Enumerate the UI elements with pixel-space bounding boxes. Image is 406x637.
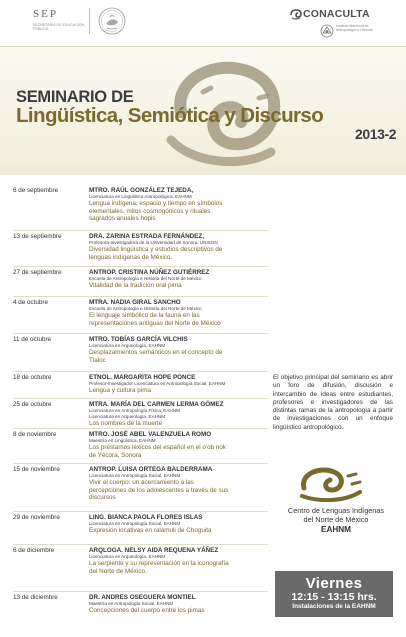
row-separator (13, 296, 268, 297)
session-date: 13 de diciembre (13, 594, 58, 601)
session-date: 13 de septiembre (13, 233, 62, 240)
session-institution: Profesora-Investigadora de la Universidad de Sonora. UNISON (89, 240, 218, 246)
session-date: 8 de noviembre (13, 431, 57, 438)
session-talk-title (89, 282, 271, 289)
mexico-seal-icon (98, 7, 126, 35)
session-speaker: ARQLOGA. NELSY AIDA REQUENA YÁÑEZ (89, 547, 219, 554)
row-separator (13, 230, 268, 231)
session-talk-line: Diversidad lingüística y estudios descriptivos de (89, 246, 223, 254)
session-date: 18 de octubre (13, 374, 52, 381)
conaculta-swirl-icon (290, 9, 302, 20)
session-institution: Licenciatura en Lingüística Antropológica, EAHNM (89, 194, 192, 200)
session-talk-title (89, 349, 271, 364)
session-talk-title (89, 200, 271, 222)
header-divider (89, 8, 90, 34)
session-talk-line: del Norte de México. (89, 567, 147, 575)
center-abbreviation: EAHNM (320, 525, 352, 534)
session-speaker: MTRO. JOSÉ ABEL VALENZUELA ROMO (89, 431, 212, 438)
session-talk-line: Lengua y cultura pima (89, 387, 151, 395)
session-institution: Maestría en Antropología Social, EAHNM (89, 601, 174, 607)
objective-text: El objetivo principal del seminario es abrir un foro de difusión, discusión e intercambio de ideas entre estudiantes, profesores e investigadores de las distintas ramas de la antropología a partir de investigaciones con un enfoque lingüístico antropológico. (273, 374, 393, 431)
inah-emblem-icon (320, 24, 334, 38)
session-speaker: MTRO. RAÚL GONZÁLEZ TEJEDA, (89, 187, 194, 194)
session-talk-line: Desplazamientos semánticos en el concepto de (89, 349, 223, 357)
session-institution: Licenciatura en Antropología Física, EAHNM (89, 408, 180, 414)
session-talk-line: El lenguaje simbólico de la fauna en las (89, 312, 200, 320)
session-talk-line: Los nombres de la muerte (89, 419, 163, 427)
inah-text: Instituto Nacional de Antropología e Historia (336, 24, 373, 33)
center-name-line2: del Norte de México (303, 515, 369, 524)
session-speaker: LING. BIANCA PAOLA FLORES ISLAS (89, 514, 203, 521)
session-date: 27 de septiembre (13, 269, 62, 276)
session-talk-line: percepciones de los adolescentes a través de sus (89, 486, 229, 494)
session-speaker: ANTROP. LUISA ORTEGA BALDERRAMA (89, 466, 213, 473)
session-institution: Licenciatura en Arqueología, EAHNM (89, 413, 166, 419)
sep-logo-block (33, 8, 97, 32)
session-talk-line: Expresión locativas en ralámuli de Choguita (89, 527, 212, 535)
session-talk-line: representaciones antiguas del Norte de México (89, 319, 221, 327)
session-speaker: DR. ANDRES OSEGUERA MONTIEL (89, 594, 196, 601)
session-speaker: MTRA. MARÍA DEL CARMEN LERMA GÓMEZ (89, 401, 224, 408)
row-separator (13, 463, 268, 464)
title-line2: Lingüística, Semiótica y Discurso (16, 104, 324, 127)
session-talk-line: Los préstamos léxicos del español en el o'ob nok (89, 444, 227, 452)
session-talk-title (89, 444, 271, 459)
row-separator (13, 266, 268, 267)
center-glyph-icon (296, 466, 366, 502)
title-line1: SEMINARIO DE (16, 88, 134, 106)
session-date: 29 de noviembre (13, 514, 60, 521)
session-talk-title (89, 560, 271, 575)
row-separator (13, 398, 268, 399)
session-talk-line: lenguas indígenas de México. (89, 253, 173, 261)
session-institution: Escuela de Antropología e Historia del Norte de México (89, 276, 202, 282)
session-talk-line: Lengua indígena, espacio y tiempo en símbolos (89, 200, 223, 208)
session-date: 11 de octubre (13, 336, 52, 343)
row-separator (13, 371, 268, 372)
session-date: 4 de octubre (13, 299, 49, 306)
inah-logo (320, 24, 378, 38)
session-talk-line: elementales, mitos cosmogónicos y rituales (89, 207, 211, 215)
session-talk-line: discursos (89, 494, 116, 501)
session-talk-title (89, 479, 271, 501)
session-talk-line: Concepciones del cuerpo entre los pimas (89, 607, 205, 615)
row-separator (13, 428, 268, 429)
session-talk-title (89, 420, 271, 427)
schedule-place: Instalaciones de la EAHNM (292, 603, 376, 610)
session-institution: Licenciatura en Arqueología, EAHNM (89, 343, 166, 349)
conaculta-name: CONACULTA (303, 8, 370, 20)
sep-logo: SEP (33, 8, 58, 20)
session-speaker: DRA. ZARINA ESTRADA FERNÁNDEZ, (89, 233, 204, 240)
session-talk-title (89, 607, 271, 614)
session-talk-line: sagrados anuales hopis (89, 215, 156, 222)
session-talk-line: Vivir el cuerpo: un acercamiento a las (89, 479, 194, 487)
title-year: 2013-2 (355, 126, 397, 142)
session-speaker: MTRO. TOBÍAS GARCÍA VILCHIS (89, 336, 188, 343)
session-date: 6 de diciembre (13, 547, 55, 554)
sep-subtitle: SECRETARÍA DE EDUCACIÓN PÚBLICA (33, 23, 85, 32)
session-talk-title (89, 246, 271, 261)
row-separator (13, 333, 268, 334)
session-institution: Profesor-Investigador Licenciatura en Antropología Social, EAHNM (89, 381, 226, 387)
session-talk-line: de Yécora, Sonora (89, 451, 142, 459)
row-separator (13, 544, 268, 545)
session-talk-line: Tlaloc (89, 356, 106, 364)
session-institution: Escuela de Antropología e Historia del Norte de México (89, 306, 202, 312)
schedule-box (275, 571, 393, 617)
session-talk-title (89, 387, 271, 394)
session-speaker: ANTROP. CRISTINA NÚÑEZ GUTIÉRREZ (89, 269, 210, 276)
row-separator (13, 511, 268, 512)
session-institution: Licenciatura en Arqueología, EAHNM (89, 554, 166, 560)
session-institution: Maestría en Lingüística, EAHNM (89, 438, 156, 444)
session-date: 25 de octubre (13, 401, 52, 408)
conaculta-logo (290, 8, 380, 22)
session-talk-line: La serpiente y su representación en la iconografía (89, 560, 229, 568)
session-institution: Licenciatura en Antropología Social, EAHNM (89, 473, 181, 479)
session-institution: Licenciatura en Antropología Social, EAHNM (89, 521, 181, 527)
schedule-hours: 12:15 - 13:15 hrs. (291, 591, 377, 603)
schedule-day: Viernes (305, 575, 363, 592)
session-talk-title (89, 527, 271, 534)
row-separator (13, 591, 268, 592)
header (0, 0, 406, 46)
session-speaker: MTRA. NADIA GIRAL SANCHO (89, 299, 181, 306)
session-date: 6 de septiembre (13, 187, 59, 194)
session-date: 15 de noviembre (13, 466, 60, 473)
center-name (266, 506, 406, 524)
center-name-line1: Centro de Lenguas Indígenas (287, 506, 385, 515)
session-speaker: ETNOL. MARGARITA HOPE PONCE (89, 374, 196, 381)
session-talk-title (89, 312, 271, 327)
session-talk-line: Vitalidad de la tradición oral pima (89, 282, 182, 290)
